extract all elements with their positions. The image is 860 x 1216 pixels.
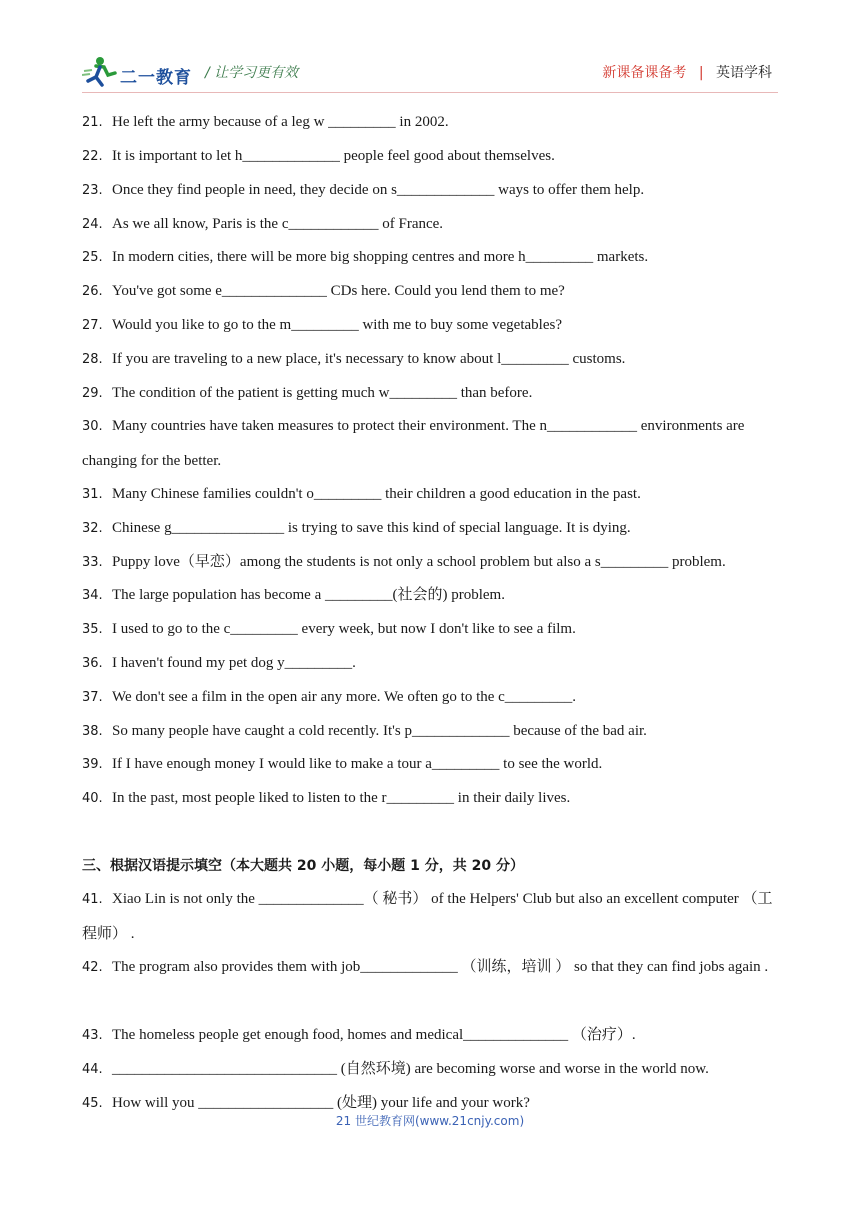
question-number: 42. [82, 960, 103, 975]
page-footer: 21 世纪教育网(www.21cnjy.com) [335, 1114, 525, 1128]
question-number: 37. [82, 690, 103, 705]
header-divider [82, 92, 778, 93]
question-number: 39. [82, 757, 103, 772]
question-38 [82, 721, 647, 742]
question-28 [82, 349, 625, 370]
question-number: 32. [82, 521, 103, 536]
question-number: 21. [82, 115, 103, 130]
question-number: 33. [82, 555, 103, 570]
question-number: 25. [82, 250, 103, 265]
question-number: 29. [82, 386, 103, 401]
page-header [0, 0, 860, 100]
question-text: The large population has become a _________(社会的) problem. [112, 587, 505, 603]
question-number: 22. [82, 149, 103, 164]
question-text: Puppy love（早恋）among the students is not only a school problem but also a s_________ problem. [112, 554, 726, 570]
question-35 [82, 619, 576, 640]
question-30 [82, 409, 778, 478]
question-text: The homeless people get enough food, homes and medical______________ （治疗）. [112, 1027, 636, 1043]
question-34 [82, 585, 505, 606]
subject-label: 英语学科 [716, 65, 772, 81]
question-text: As we all know, Paris is the c____________ of France. [112, 216, 444, 232]
question-number: 26. [82, 284, 103, 299]
question-number: 28. [82, 352, 103, 367]
question-number: 34. [82, 588, 103, 603]
question-text: Many Chinese families couldn't o_________ their children a good education in the past. [112, 486, 641, 502]
question-27 [82, 315, 562, 336]
question-number: 38. [82, 724, 103, 739]
question-number: 43. [82, 1028, 103, 1043]
question-33 [82, 552, 726, 573]
section-3-title: 三、根据汉语提示填空（本大题共 20 小题，每小题 1 分，共 20 分） [82, 858, 524, 874]
question-45 [82, 1093, 530, 1114]
question-text: Many countries have taken measures to protect their environment. The n____________ environments are changing for the better. [82, 418, 745, 469]
question-32 [82, 518, 631, 539]
question-25 [82, 247, 648, 268]
question-number: 40. [82, 791, 103, 806]
question-number: 36. [82, 656, 103, 671]
question-text: In the past, most people liked to listen to the r_________ in their daily lives. [112, 790, 571, 806]
question-29 [82, 383, 532, 404]
question-text: Once they find people in need, they decide on s_____________ ways to offer them help. [112, 182, 645, 198]
question-text: The condition of the patient is getting much w_________ than before. [112, 385, 533, 401]
slogan: / 让学习更有效 [205, 65, 299, 81]
question-number: 41. [82, 892, 103, 907]
question-39 [82, 754, 602, 775]
question-41 [82, 882, 778, 951]
question-text: He left the army because of a leg w _________ in 2002. [112, 114, 449, 130]
question-number: 35. [82, 622, 103, 637]
question-text: If you are traveling to a new place, it's necessary to know about l_________ customs. [112, 351, 626, 367]
question-37 [82, 687, 576, 708]
question-text: Chinese g_______________ is trying to save this kind of special language. It is dying. [112, 520, 631, 536]
question-40 [82, 788, 570, 809]
header-separator: | [698, 65, 704, 81]
question-text: I haven't found my pet dog y_________. [112, 655, 356, 671]
question-22 [82, 146, 555, 167]
question-text: You've got some e______________ CDs here. Could you lend them to me? [112, 283, 565, 299]
question-24 [82, 214, 443, 235]
question-number: 27. [82, 318, 103, 333]
question-text: ______________________________ (自然环境) are becoming worse and worse in the world now. [112, 1061, 709, 1077]
question-21 [82, 112, 449, 133]
question-26 [82, 281, 565, 302]
header-label: 新课备课备考 [602, 65, 687, 81]
logo-text: 二一教育 [120, 68, 192, 88]
question-text: Xiao Lin is not only the ______________（ 秘书） of the Helpers' Club but also an excellent computer （工程师） . [82, 891, 773, 942]
question-36 [82, 653, 356, 674]
question-text: The program also provides them with job_____________ （训练，培训 ） so that they can find jobs again . [112, 959, 769, 975]
question-31 [82, 484, 641, 505]
question-text: It is important to let h_____________ people feel good about themselves. [112, 148, 555, 164]
question-text: We don't see a film in the open air any more. We often go to the c_________. [112, 689, 577, 705]
question-text: How will you __________________ (处理) your life and your work? [112, 1095, 530, 1111]
question-43 [82, 1025, 636, 1046]
question-number: 24. [82, 217, 103, 232]
question-text: I used to go to the c_________ every week, but now I don't like to see a film. [112, 621, 576, 637]
question-number: 44. [82, 1062, 103, 1077]
question-number: 45. [82, 1096, 103, 1111]
header-right [602, 62, 772, 82]
question-text: In modern cities, there will be more big shopping centres and more h_________ markets. [112, 249, 649, 265]
question-42 [82, 950, 778, 985]
question-number: 30. [82, 419, 103, 434]
question-text: So many people have caught a cold recently. It's p_____________ because of the bad air. [112, 723, 647, 739]
question-23 [82, 180, 644, 201]
question-number: 31. [82, 487, 103, 502]
question-number: 23. [82, 183, 103, 198]
question-text: Would you like to go to the m_________ with me to buy some vegetables? [112, 317, 562, 333]
question-text: If I have enough money I would like to make a tour a_________ to see the world. [112, 756, 603, 772]
question-44 [82, 1059, 709, 1080]
